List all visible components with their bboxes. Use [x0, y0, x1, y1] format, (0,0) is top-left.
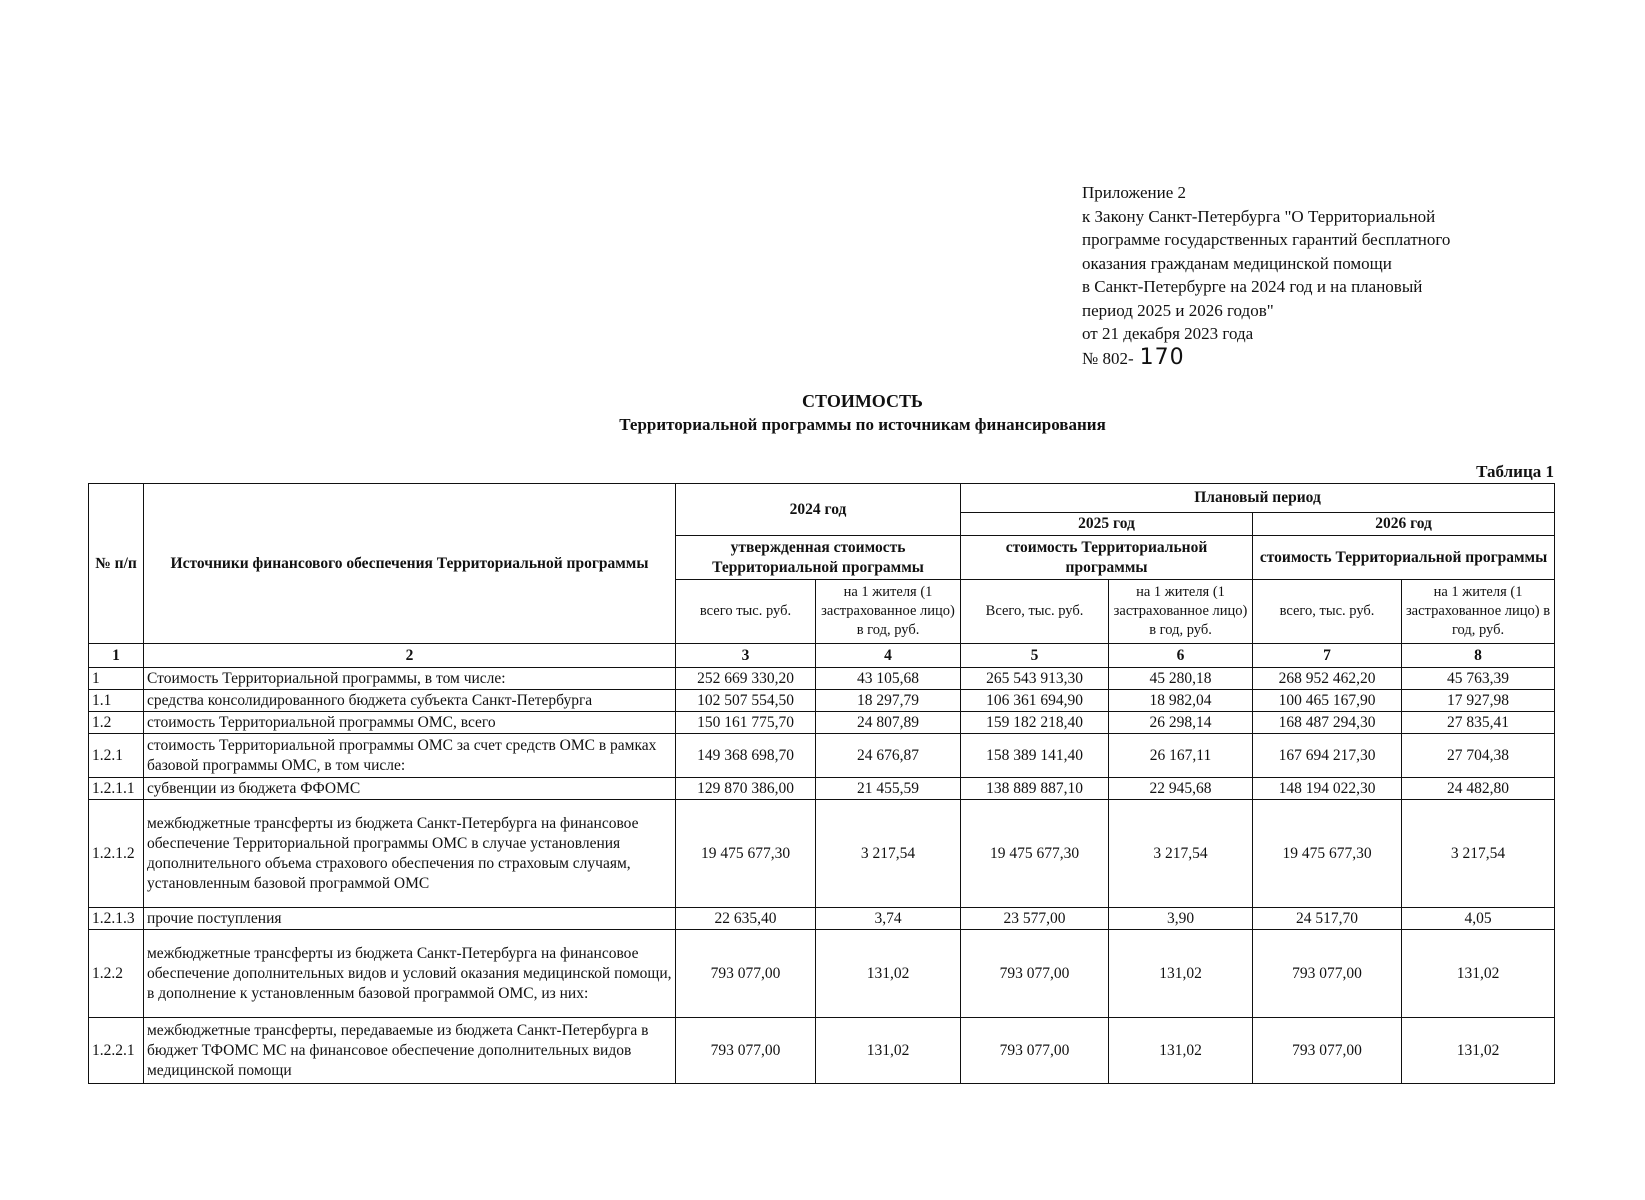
- table-row: [89, 908, 1555, 930]
- table-row: [89, 734, 1555, 778]
- header-total-2024: всего тыс. руб.: [676, 580, 816, 644]
- appendix-line: программе государственных гарантий бесплатного: [1082, 230, 1451, 249]
- row-number: 1.1: [89, 690, 144, 712]
- row-number: 1.2.2: [89, 930, 144, 1018]
- table-label: Таблица 1: [1476, 462, 1554, 481]
- value-total-2025: 19 475 677,30: [961, 800, 1109, 908]
- header-approved-cost: утвержденная стоимость Территориальной программы: [676, 536, 961, 580]
- value-total-2026: 793 077,00: [1253, 930, 1402, 1018]
- value-per-capita-2025: 22 945,68: [1109, 778, 1253, 800]
- row-number: 1.2.1.1: [89, 778, 144, 800]
- value-total-2026: 793 077,00: [1253, 1018, 1402, 1084]
- row-name: межбюджетные трансферты, передаваемые из бюджета Санкт-Петербурга в бюджет ТФОМС МС на финансовое обеспечение дополнительных видов медицинской помощи: [144, 1018, 676, 1084]
- value-total-2024: 102 507 554,50: [676, 690, 816, 712]
- header-num: № п/п: [89, 484, 144, 644]
- value-per-capita-2025: 3,90: [1109, 908, 1253, 930]
- appendix-line: в Санкт-Петербурге на 2024 год и на плановый: [1082, 277, 1423, 296]
- header-year-2024: 2024 год: [676, 484, 961, 536]
- row-name: прочие поступления: [144, 908, 676, 930]
- row-name: межбюджетные трансферты из бюджета Санкт-Петербурга на финансовое обеспечение Территориальной программы ОМС в случае установления дополнительного объема страхового обеспечения по страховым случаям, установленным базовой программой ОМС: [144, 800, 676, 908]
- column-number: 5: [961, 644, 1109, 668]
- value-total-2025: 793 077,00: [961, 930, 1109, 1018]
- column-number: 2: [144, 644, 676, 668]
- header-per-capita-2024: на 1 жителя (1 застрахованное лицо) в год, руб.: [816, 580, 961, 644]
- value-total-2026: 148 194 022,30: [1253, 778, 1402, 800]
- value-per-capita-2024: 21 455,59: [816, 778, 961, 800]
- appendix-line: период 2025 и 2026 годов": [1082, 300, 1274, 320]
- header-total-2025: Всего, тыс. руб.: [961, 580, 1109, 644]
- value-total-2025: 23 577,00: [961, 908, 1109, 930]
- value-per-capita-2025: 3 217,54: [1109, 800, 1253, 908]
- value-per-capita-2024: 131,02: [816, 1018, 961, 1084]
- value-per-capita-2025: 26 298,14: [1109, 712, 1253, 734]
- value-per-capita-2024: 3 217,54: [816, 800, 961, 908]
- value-total-2024: 793 077,00: [676, 930, 816, 1018]
- law-number-handwritten: 170: [1139, 344, 1185, 370]
- value-per-capita-2025: 45 280,18: [1109, 668, 1253, 690]
- document-subtitle: Территориальной программы по источникам финансирования: [619, 415, 1106, 434]
- column-number: 3: [676, 644, 816, 668]
- row-number: 1.2.1: [89, 734, 144, 778]
- header-year-2025: 2025 год: [961, 513, 1253, 536]
- value-per-capita-2025: 26 167,11: [1109, 734, 1253, 778]
- table-row: [89, 712, 1555, 734]
- value-total-2025: 106 361 694,90: [961, 690, 1109, 712]
- column-number: 1: [89, 644, 144, 668]
- table-row: [89, 1018, 1555, 1084]
- header-planned-period: Плановый период: [961, 484, 1555, 513]
- value-total-2026: 19 475 677,30: [1253, 800, 1402, 908]
- row-number: 1.2.1.3: [89, 908, 144, 930]
- value-per-capita-2024: 43 105,68: [816, 668, 961, 690]
- value-total-2026: 24 517,70: [1253, 908, 1402, 930]
- value-total-2025: 138 889 887,10: [961, 778, 1109, 800]
- document-title: СТОИМОСТЬ: [802, 391, 923, 411]
- header-total-2026: всего, тыс. руб.: [1253, 580, 1402, 644]
- value-total-2024: 150 161 775,70: [676, 712, 816, 734]
- value-per-capita-2026: 24 482,80: [1402, 778, 1555, 800]
- value-total-2024: 793 077,00: [676, 1018, 816, 1084]
- column-number: 4: [816, 644, 961, 668]
- row-name: стоимость Территориальной программы ОМС за счет средств ОМС в рамках базовой программы ОМС, в том числе:: [144, 734, 676, 778]
- value-per-capita-2026: 17 927,98: [1402, 690, 1555, 712]
- header-cost-2026: стоимость Территориальной программы: [1253, 536, 1555, 580]
- row-name: межбюджетные трансферты из бюджета Санкт-Петербурга на финансовое обеспечение дополнительных видов и условий оказания медицинской помощи, в дополнение к установленным базовой программой ОМС, из них:: [144, 930, 676, 1018]
- table-row: [89, 690, 1555, 712]
- column-number: 7: [1253, 644, 1402, 668]
- row-number: 1: [89, 668, 144, 690]
- row-number: 1.2.2.1: [89, 1018, 144, 1084]
- value-total-2026: 100 465 167,90: [1253, 690, 1402, 712]
- appendix-line: от 21 декабря 2023 года: [1082, 324, 1254, 343]
- table-row: [89, 930, 1555, 1018]
- column-number-row: [89, 644, 1555, 668]
- header-per-capita-2025: на 1 жителя (1 застрахованное лицо) в год, руб.: [1109, 580, 1253, 644]
- value-total-2024: 129 870 386,00: [676, 778, 816, 800]
- value-total-2026: 268 952 462,20: [1253, 668, 1402, 690]
- table-row: [89, 668, 1555, 690]
- row-number: 1.2: [89, 712, 144, 734]
- appendix-line: к Закону Санкт-Петербурга "О Территориальной: [1082, 206, 1436, 226]
- header-source: Источники финансового обеспечения Территориальной программы: [144, 484, 676, 644]
- row-name: Стоимость Территориальной программы, в том числе:: [144, 668, 676, 690]
- law-number: [1082, 346, 1602, 371]
- value-per-capita-2025: 131,02: [1109, 930, 1253, 1018]
- value-total-2025: 159 182 218,40: [961, 712, 1109, 734]
- value-total-2024: 22 635,40: [676, 908, 816, 930]
- value-total-2024: 252 669 330,20: [676, 668, 816, 690]
- value-per-capita-2024: 3,74: [816, 908, 961, 930]
- value-total-2024: 19 475 677,30: [676, 800, 816, 908]
- value-total-2024: 149 368 698,70: [676, 734, 816, 778]
- value-total-2025: 793 077,00: [961, 1018, 1109, 1084]
- value-per-capita-2026: 45 763,39: [1402, 668, 1555, 690]
- value-per-capita-2024: 131,02: [816, 930, 961, 1018]
- value-per-capita-2026: 4,05: [1402, 908, 1555, 930]
- value-total-2025: 158 389 141,40: [961, 734, 1109, 778]
- appendix-block: [1082, 181, 1602, 370]
- column-number: 8: [1402, 644, 1555, 668]
- value-per-capita-2026: 131,02: [1402, 930, 1555, 1018]
- row-name: стоимость Территориальной программы ОМС, всего: [144, 712, 676, 734]
- financing-table: [88, 483, 1555, 1084]
- table-row: [89, 778, 1555, 800]
- appendix-line: оказания гражданам медицинской помощи: [1082, 253, 1392, 273]
- value-per-capita-2026: 131,02: [1402, 1018, 1555, 1084]
- value-per-capita-2026: 27 835,41: [1402, 712, 1555, 734]
- header-cost-2025: стоимость Территориальной программы: [961, 536, 1253, 580]
- value-total-2026: 167 694 217,30: [1253, 734, 1402, 778]
- header-year-2026: 2026 год: [1253, 513, 1555, 536]
- value-per-capita-2024: 24 807,89: [816, 712, 961, 734]
- value-per-capita-2026: 3 217,54: [1402, 800, 1555, 908]
- column-number: 6: [1109, 644, 1253, 668]
- row-name: субвенции из бюджета ФФОМС: [144, 778, 676, 800]
- value-per-capita-2024: 18 297,79: [816, 690, 961, 712]
- value-total-2025: 265 543 913,30: [961, 668, 1109, 690]
- row-name: средства консолидированного бюджета субъекта Санкт-Петербурга: [144, 690, 676, 712]
- header-per-capita-2026: на 1 жителя (1 застрахованное лицо) в год, руб.: [1402, 580, 1555, 644]
- value-total-2026: 168 487 294,30: [1253, 712, 1402, 734]
- table-row: [89, 800, 1555, 908]
- value-per-capita-2026: 27 704,38: [1402, 734, 1555, 778]
- appendix-line: Приложение 2: [1082, 183, 1186, 202]
- law-number-prefix: № 802-: [1082, 348, 1134, 368]
- value-per-capita-2025: 18 982,04: [1109, 690, 1253, 712]
- value-per-capita-2024: 24 676,87: [816, 734, 961, 778]
- value-per-capita-2025: 131,02: [1109, 1018, 1253, 1084]
- row-number: 1.2.1.2: [89, 800, 144, 908]
- header-row: [89, 484, 1555, 513]
